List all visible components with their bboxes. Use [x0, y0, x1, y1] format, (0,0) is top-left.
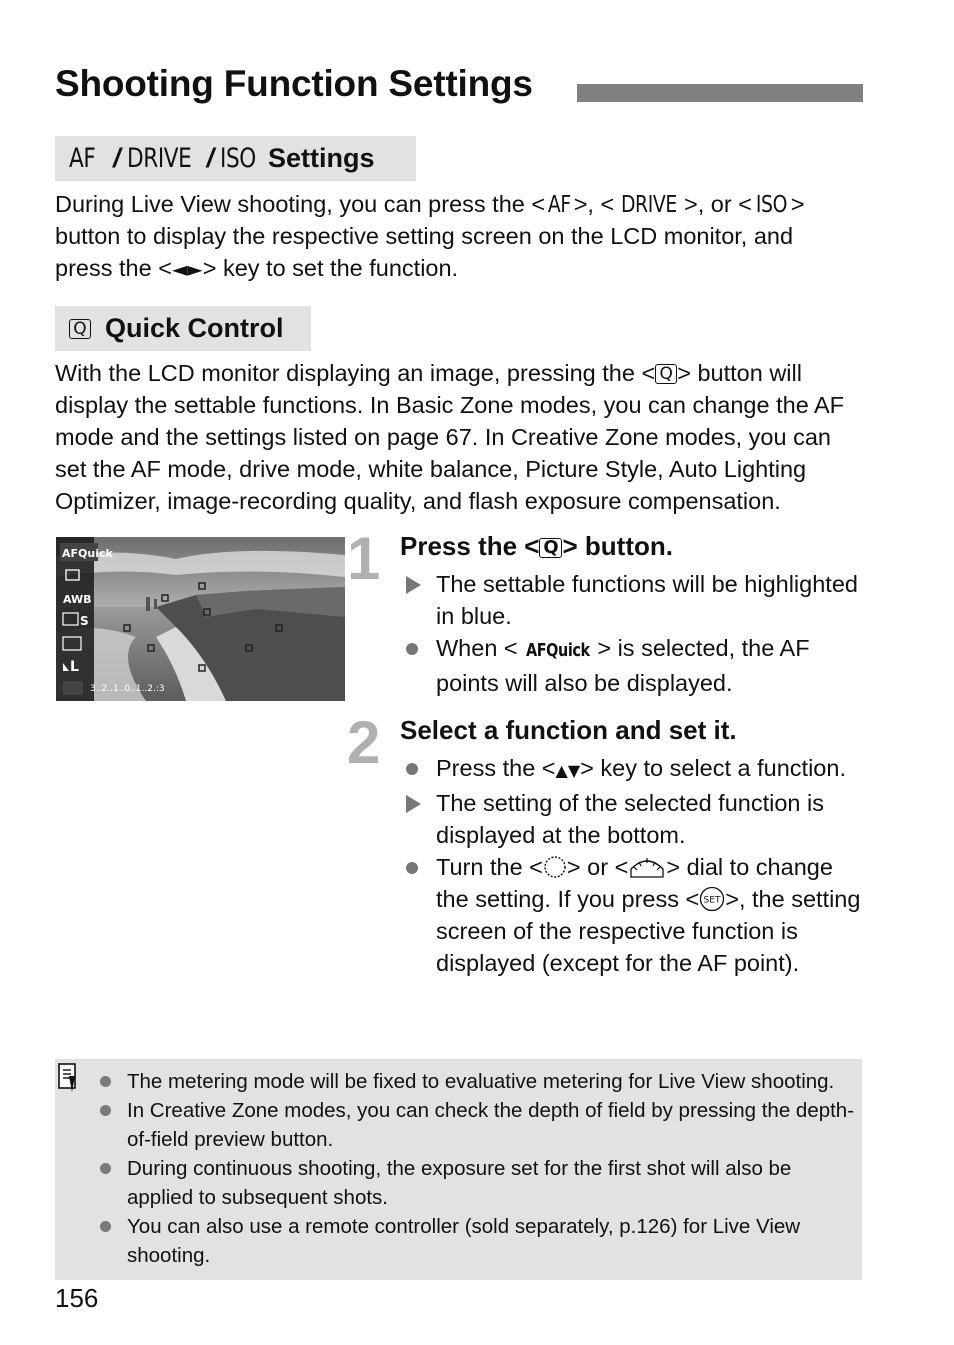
quick-control-dial-icon: [543, 855, 567, 879]
quality-icon: L: [70, 659, 79, 675]
lcd-screen-image: [56, 537, 345, 701]
title-bar: [577, 84, 863, 102]
page-title: Shooting Function Settings: [55, 63, 533, 104]
main-dial-icon: [628, 855, 666, 879]
bullet-dot-icon: [406, 643, 418, 655]
step2-list: [404, 752, 864, 979]
step1-title: Press the < Q > button.: [400, 531, 673, 561]
drive-icon: DRIVE: [621, 190, 678, 218]
af-icon: AF: [547, 190, 571, 218]
bullet-dot-icon: [100, 1163, 111, 1174]
note-item: In Creative Zone modes, you can check the depth of field by pressing the depth-of-field preview button.: [98, 1096, 858, 1154]
bullet-dot-icon: [100, 1076, 111, 1087]
section-heading-af-drive-iso: AF / DRIVE / ISO Settings: [55, 136, 416, 181]
up-down-arrows-icon: ▲▼: [555, 761, 581, 780]
iso-icon: ISO: [755, 190, 787, 218]
bullet-dot-icon: [100, 1105, 111, 1116]
step-number-1: 1: [347, 525, 381, 592]
svg-text:SET: SET: [703, 895, 721, 906]
note-list: [98, 1067, 858, 1270]
bullet-dot-icon: [406, 763, 418, 775]
bullet-dot-icon: [406, 862, 418, 874]
iso-icon: ISO: [220, 143, 256, 174]
list-item: When < AFQuick > is selected, the AF points will also be displayed.: [404, 632, 864, 699]
note-item: You can also use a remote controller (sold separately, p.126) for Live View shooting.: [98, 1212, 858, 1270]
list-item: Turn the < > or < > dial to change the setting. If you press < SET >, the setting screen of the respective function is displayed (except for the AF point).: [404, 851, 864, 979]
awb-icon: AWB: [63, 593, 92, 606]
set-button-icon: [699, 886, 725, 912]
q-button-icon: Q: [539, 538, 562, 558]
section1-paragraph: During Live View shooting, you can press the < AF >, < DRIVE >, or < ISO > button to display the respective setting screen on the LCD monitor, and press the <◄►> key to set the function.: [55, 190, 805, 281]
note-icon: [57, 1062, 81, 1099]
af-quick-icon: AFQuick: [525, 640, 590, 661]
section-heading-label: Settings: [268, 143, 375, 173]
list-item: The settable functions will be highlighted in blue.: [404, 568, 864, 632]
result-arrow-icon: [406, 795, 421, 813]
list-item: Press the <▲▼> key to select a function.: [404, 752, 864, 787]
left-right-arrows-icon: ◄►: [171, 257, 203, 281]
note-item: The metering mode will be fixed to evaluative metering for Live View shooting.: [98, 1067, 858, 1096]
step1-list: [404, 568, 864, 699]
bullet-dot-icon: [100, 1221, 111, 1232]
note-item: During continuous shooting, the exposure set for the first shot will also be applied to subsequent shots.: [98, 1154, 858, 1212]
result-arrow-icon: [406, 576, 421, 594]
q-button-icon: Q: [69, 319, 91, 339]
section-heading-quick-control: [55, 306, 311, 351]
af-quick-icon: AFQuick: [62, 547, 113, 560]
step-number-2: 2: [347, 709, 381, 776]
step2-title: Select a function and set it.: [400, 715, 737, 745]
picture-style-icon: S: [80, 614, 89, 628]
section2-paragraph: With the LCD monitor displaying an image, pressing the < Q > button will display the settable functions. In Basic Zone modes, you can change the AF mode and the settings listed on page 67. In Creative Zone modes, you can set the AF mode, drive mode, white balance, Picture Style, Auto Lighting Optimizer, image-recording quality, and flash exposure compensation.: [55, 360, 845, 514]
q-button-icon: Q: [655, 364, 677, 384]
page-number: 156: [55, 1283, 99, 1313]
section-heading-label: Quick Control: [105, 313, 284, 343]
exposure-scale: 3..2..1..0..1..2.:3: [90, 684, 165, 694]
list-item: The setting of the selected function is displayed at the bottom.: [404, 787, 864, 851]
af-icon: AF: [69, 143, 96, 174]
drive-icon: DRIVE: [126, 143, 191, 174]
